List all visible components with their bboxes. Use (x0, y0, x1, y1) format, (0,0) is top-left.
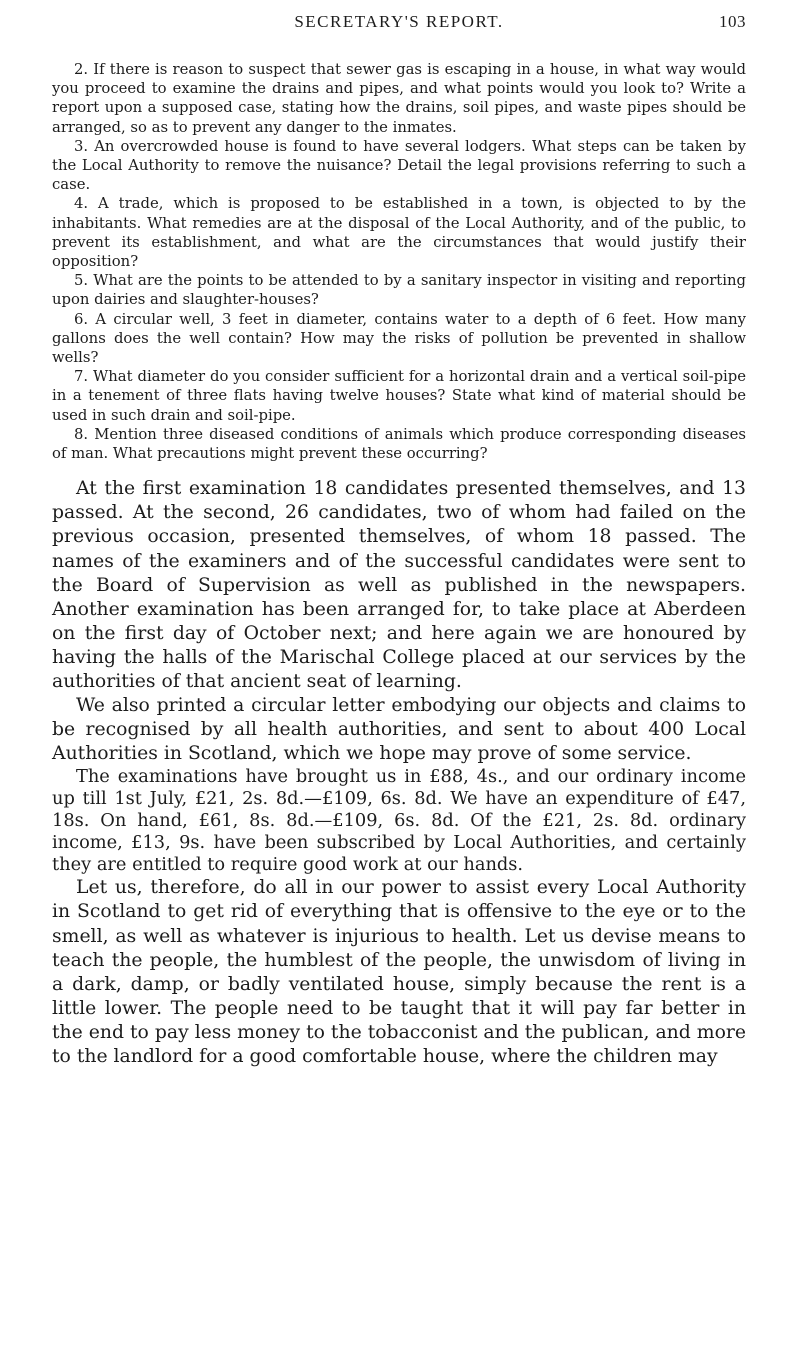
examination-questions (52, 60, 746, 463)
question-item: 2. If there is reason to suspect that sewer gas is escaping in a house, in what way would you proceed to examine the drains and pipes, and what points would you look to? Write a report upon a supposed case, stating how the drains, soil pipes, and waste pipes should be arranged, so as to prevent any danger to the inmates. (52, 61, 746, 136)
question-item: 5. What are the points to be attended to by a sanitary inspector in visiting and reporting upon dairies and slaughter-houses? (52, 272, 746, 309)
question-item: 3. An overcrowded house is found to have several lodgers. What steps can be taken by the Local Authority to remove the nuisance? Detail the legal provisions referring to such a case. (52, 137, 746, 194)
page (52, 10, 746, 1069)
running-header (52, 10, 746, 44)
paragraph-finances: The examinations have brought us in £88, 4s., and our ordinary income up till 1st July, £21, 2s. 8d.—£109, 6s. 8d. We have an expenditure of £47, 18s. On hand, £61, 8s. 8d.—£109, 6s. 8d. Of the £21, 2s. 8d. ordinary income, £13, 9s. have been subscribed by Local Authorities, and certainly they are entitled to require good work at our hands. (52, 766, 746, 876)
question-item: 8. Mention three diseased conditions of animals which produce corresponding diseases of man. What precautions might prevent these occurring? (52, 425, 746, 463)
report-body (52, 477, 746, 1069)
running-title: SECRETARY'S REPORT. (294, 12, 504, 31)
question-item: 4. A trade, which is proposed to be established in a town, is objected to by the inhabitants. What remedies are at the disposal of the Local Authority, and of the public, to prevent its establishment, and what are the circumstances that would justify their opposition? (52, 195, 746, 271)
paragraph-circular-letter: We also printed a circular letter embodying our objects and claims to be recognised by all health authorities, and sent to about 400 Local Authorities in Scotland, which we hope may prove of some service. (52, 695, 746, 765)
page-number: 103 (719, 12, 746, 31)
question-item: 6. A circular well, 3 feet in diameter, contains water to a depth of 6 feet. How many gallons does the well contain? How may the risks of pollution be prevented in shallow wells? (52, 310, 746, 367)
paragraph-appeal: Let us, therefore, do all in our power to assist every Local Authority in Scotland to get rid of everything that is offensive to the eye or to the smell, as well as whatever is injurious to health. Let us devise means to teach the people, the humblest of the people, the unwisdom of living in a dark, damp, or badly ventilated house, simply because the rent is a little lower. The people need to be taught that it will pay far better in the end to pay less money to the tobacconist and the publican, and more to the landlord for a good comfortable house, where the children may (52, 877, 746, 1068)
question-item: 7. What diameter do you consider sufficient for a horizontal drain and a vertical soil-pipe in a tenement of three flats having twelve houses? State what kind of material should be used in such drain and soil-pipe. (52, 368, 746, 424)
paragraph-examinations: At the first examination 18 candidates presented themselves, and 13 passed. At the second, 26 candidates, two of whom had failed on the previous occasion, presented themselves, of whom 18 passed. The names of the examiners and of the successful candidates were sent to the Board of Supervision as well as published in the newspapers. Another examination has been arranged for, to take place at Aberdeen on the first day of October next; and here again we are honoured by having the halls of the Marischal College placed at our services by the authorities of that ancient seat of learning. (52, 478, 746, 693)
